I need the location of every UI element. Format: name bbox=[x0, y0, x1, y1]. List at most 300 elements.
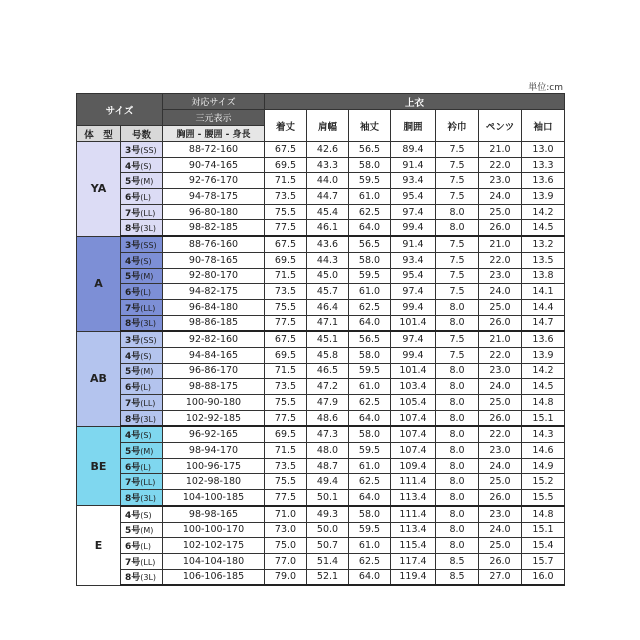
measure-cell: 16.0 bbox=[522, 569, 565, 585]
measure-cell: 44.3 bbox=[307, 252, 349, 268]
measure-cell: 50.0 bbox=[307, 522, 349, 538]
measure-cell: 113.4 bbox=[391, 490, 436, 506]
measure-cell: 77.0 bbox=[265, 553, 307, 569]
body-dims-cell: 98-98-165 bbox=[163, 506, 265, 522]
measure-cell: 23.0 bbox=[479, 506, 522, 522]
table-row bbox=[77, 220, 565, 236]
size-code: 5号 bbox=[125, 446, 141, 457]
measure-cell: 44.7 bbox=[307, 189, 349, 205]
measure-header: ペンツ bbox=[479, 110, 522, 142]
measure-cell: 75.5 bbox=[265, 204, 307, 220]
measure-cell: 59.5 bbox=[349, 443, 391, 459]
measure-cell: 8.0 bbox=[436, 204, 479, 220]
size-letter: (S) bbox=[140, 431, 152, 441]
measure-cell: 15.4 bbox=[522, 538, 565, 554]
measure-cell: 93.4 bbox=[391, 173, 436, 189]
measure-cell: 64.0 bbox=[349, 490, 391, 506]
measure-cell: 7.5 bbox=[436, 142, 479, 158]
measure-cell: 71.5 bbox=[265, 443, 307, 459]
measure-cell: 25.0 bbox=[479, 204, 522, 220]
table-row bbox=[77, 379, 565, 395]
size-code: 4号 bbox=[125, 161, 141, 172]
body-dims-cell: 92-76-170 bbox=[163, 173, 265, 189]
size-code: 5号 bbox=[125, 367, 141, 378]
body-dims-cell: 92-80-170 bbox=[163, 268, 265, 284]
size-letter: (3L) bbox=[140, 414, 157, 424]
measure-cell: 73.5 bbox=[265, 284, 307, 300]
measure-cell: 8.0 bbox=[436, 458, 479, 474]
measure-cell: 97.4 bbox=[391, 204, 436, 220]
measure-cell: 89.4 bbox=[391, 142, 436, 158]
measure-cell: 71.5 bbox=[265, 268, 307, 284]
body-dims-cell: 96-80-180 bbox=[163, 204, 265, 220]
jacket-header: 上衣 bbox=[265, 94, 565, 110]
measure-cell: 21.0 bbox=[479, 331, 522, 347]
measure-cell: 107.4 bbox=[391, 426, 436, 442]
measure-cell: 23.0 bbox=[479, 268, 522, 284]
measure-cell: 73.5 bbox=[265, 189, 307, 205]
size-code: 4号 bbox=[125, 351, 141, 362]
size-code: 7号 bbox=[125, 303, 141, 314]
measure-cell: 14.8 bbox=[522, 506, 565, 522]
size-number-cell bbox=[121, 569, 163, 585]
body-type-header: 体 型 bbox=[77, 126, 121, 142]
measure-cell: 45.7 bbox=[307, 284, 349, 300]
body-dims-header: 胸囲 - 腰囲 - 身長 bbox=[163, 126, 265, 142]
measure-header: 肩幅 bbox=[307, 110, 349, 142]
measure-cell: 14.8 bbox=[522, 395, 565, 411]
measure-cell: 48.0 bbox=[307, 443, 349, 459]
measure-cell: 62.5 bbox=[349, 299, 391, 315]
size-code: 4号 bbox=[125, 431, 141, 442]
table-row bbox=[77, 410, 565, 426]
size-header: サイズ bbox=[77, 94, 163, 126]
size-code: 6号 bbox=[125, 383, 141, 394]
measure-cell: 25.0 bbox=[479, 474, 522, 490]
measure-cell: 49.3 bbox=[307, 506, 349, 522]
body-dims-cell: 94-84-165 bbox=[163, 347, 265, 363]
measure-cell: 15.1 bbox=[522, 522, 565, 538]
size-number-cell bbox=[121, 458, 163, 474]
size-code: 6号 bbox=[125, 462, 141, 473]
measure-cell: 43.6 bbox=[307, 236, 349, 252]
table-row bbox=[77, 506, 565, 522]
measure-cell: 64.0 bbox=[349, 315, 391, 331]
measure-cell: 7.5 bbox=[436, 331, 479, 347]
measure-cell: 7.5 bbox=[436, 252, 479, 268]
measure-cell: 107.4 bbox=[391, 443, 436, 459]
size-number-cell bbox=[121, 252, 163, 268]
measure-cell: 58.0 bbox=[349, 426, 391, 442]
size-number-cell bbox=[121, 347, 163, 363]
measure-cell: 49.4 bbox=[307, 474, 349, 490]
measure-cell: 58.0 bbox=[349, 347, 391, 363]
table-row bbox=[77, 426, 565, 442]
measure-cell: 13.8 bbox=[522, 268, 565, 284]
measure-cell: 91.4 bbox=[391, 236, 436, 252]
measure-cell: 51.4 bbox=[307, 553, 349, 569]
measure-cell: 44.0 bbox=[307, 173, 349, 189]
table-row bbox=[77, 268, 565, 284]
size-letter: (L) bbox=[140, 288, 151, 298]
measure-cell: 8.5 bbox=[436, 553, 479, 569]
measure-cell: 47.1 bbox=[307, 315, 349, 331]
table-row bbox=[77, 142, 565, 158]
measure-cell: 67.5 bbox=[265, 142, 307, 158]
body-dims-cell: 96-92-165 bbox=[163, 426, 265, 442]
body-dims-cell: 98-88-175 bbox=[163, 379, 265, 395]
size-number-cell bbox=[121, 157, 163, 173]
body-dims-cell: 96-84-180 bbox=[163, 299, 265, 315]
measure-cell: 13.6 bbox=[522, 173, 565, 189]
size-number-cell bbox=[121, 299, 163, 315]
measure-cell: 13.3 bbox=[522, 157, 565, 173]
size-rows bbox=[77, 142, 565, 586]
body-type-cell: BE bbox=[77, 426, 121, 505]
body-dims-cell: 90-78-165 bbox=[163, 252, 265, 268]
measure-cell: 23.0 bbox=[479, 443, 522, 459]
size-letter: (L) bbox=[140, 192, 151, 202]
measure-cell: 7.5 bbox=[436, 236, 479, 252]
measure-cell: 24.0 bbox=[479, 458, 522, 474]
size-number-cell bbox=[121, 395, 163, 411]
table-row bbox=[77, 157, 565, 173]
table-row bbox=[77, 252, 565, 268]
measure-cell: 56.5 bbox=[349, 236, 391, 252]
measure-cell: 45.4 bbox=[307, 204, 349, 220]
measure-cell: 13.9 bbox=[522, 189, 565, 205]
measure-cell: 47.9 bbox=[307, 395, 349, 411]
measure-cell: 26.0 bbox=[479, 220, 522, 236]
size-number-cell bbox=[121, 379, 163, 395]
measure-cell: 47.2 bbox=[307, 379, 349, 395]
table-row bbox=[77, 204, 565, 220]
measure-cell: 119.4 bbox=[391, 569, 436, 585]
size-letter: (L) bbox=[140, 383, 151, 393]
measure-cell: 14.2 bbox=[522, 204, 565, 220]
measure-cell: 23.0 bbox=[479, 173, 522, 189]
size-number-cell bbox=[121, 220, 163, 236]
body-dims-cell: 98-94-170 bbox=[163, 443, 265, 459]
measure-cell: 14.2 bbox=[522, 363, 565, 379]
measure-cell: 56.5 bbox=[349, 331, 391, 347]
measure-cell: 7.5 bbox=[436, 284, 479, 300]
size-letter: (3L) bbox=[140, 493, 157, 503]
measure-cell: 59.5 bbox=[349, 268, 391, 284]
measure-cell: 26.0 bbox=[479, 410, 522, 426]
measure-cell: 26.0 bbox=[479, 490, 522, 506]
measure-cell: 14.5 bbox=[522, 379, 565, 395]
measure-cell: 107.4 bbox=[391, 410, 436, 426]
measure-header: 胴囲 bbox=[391, 110, 436, 142]
measure-cell: 56.5 bbox=[349, 142, 391, 158]
measure-cell: 69.5 bbox=[265, 426, 307, 442]
size-number-cell bbox=[121, 426, 163, 442]
measure-cell: 8.0 bbox=[436, 379, 479, 395]
number-header: 号数 bbox=[121, 126, 163, 142]
measure-cell: 8.0 bbox=[436, 522, 479, 538]
measure-header: 袖口 bbox=[522, 110, 565, 142]
body-dims-cell: 88-76-160 bbox=[163, 236, 265, 252]
measure-cell: 13.2 bbox=[522, 236, 565, 252]
measure-cell: 91.4 bbox=[391, 157, 436, 173]
body-dims-cell: 96-86-170 bbox=[163, 363, 265, 379]
measure-cell: 59.5 bbox=[349, 173, 391, 189]
measure-cell: 67.5 bbox=[265, 236, 307, 252]
size-letter: (LL) bbox=[140, 557, 156, 567]
measure-cell: 8.0 bbox=[436, 443, 479, 459]
size-code: 8号 bbox=[125, 224, 141, 235]
measure-cell: 109.4 bbox=[391, 458, 436, 474]
measure-cell: 22.0 bbox=[479, 252, 522, 268]
table-row bbox=[77, 538, 565, 554]
measure-cell: 8.0 bbox=[436, 395, 479, 411]
size-code: 8号 bbox=[125, 493, 141, 504]
measure-cell: 62.5 bbox=[349, 553, 391, 569]
body-type-cell: E bbox=[77, 506, 121, 585]
body-dims-cell: 104-104-180 bbox=[163, 553, 265, 569]
size-code: 3号 bbox=[125, 240, 141, 251]
measure-cell: 69.5 bbox=[265, 252, 307, 268]
measure-cell: 13.0 bbox=[522, 142, 565, 158]
measure-cell: 50.7 bbox=[307, 538, 349, 554]
table-row bbox=[77, 284, 565, 300]
measure-cell: 64.0 bbox=[349, 410, 391, 426]
size-letter: (M) bbox=[140, 367, 154, 377]
size-letter: (SS) bbox=[140, 240, 157, 250]
size-number-cell bbox=[121, 443, 163, 459]
measure-cell: 14.9 bbox=[522, 458, 565, 474]
measure-cell: 95.4 bbox=[391, 268, 436, 284]
measure-cell: 73.0 bbox=[265, 522, 307, 538]
size-letter: (L) bbox=[140, 462, 151, 472]
measure-cell: 25.0 bbox=[479, 538, 522, 554]
measure-cell: 26.0 bbox=[479, 315, 522, 331]
measure-cell: 115.4 bbox=[391, 538, 436, 554]
table-row bbox=[77, 569, 565, 585]
measure-cell: 79.0 bbox=[265, 569, 307, 585]
size-letter: (L) bbox=[140, 542, 151, 552]
table-row bbox=[77, 299, 565, 315]
measure-cell: 24.0 bbox=[479, 189, 522, 205]
measure-cell: 77.5 bbox=[265, 315, 307, 331]
measure-cell: 75.5 bbox=[265, 395, 307, 411]
measure-cell: 27.0 bbox=[479, 569, 522, 585]
measure-cell: 7.5 bbox=[436, 268, 479, 284]
measure-cell: 117.4 bbox=[391, 553, 436, 569]
size-letter: (3L) bbox=[140, 224, 157, 234]
size-letter: (M) bbox=[140, 526, 154, 536]
measure-cell: 8.5 bbox=[436, 569, 479, 585]
measure-cell: 48.6 bbox=[307, 410, 349, 426]
size-code: 5号 bbox=[125, 526, 141, 537]
size-letter: (3L) bbox=[140, 319, 157, 329]
measure-cell: 8.0 bbox=[436, 220, 479, 236]
size-letter: (3L) bbox=[140, 573, 157, 583]
measure-cell: 15.1 bbox=[522, 410, 565, 426]
measure-cell: 97.4 bbox=[391, 331, 436, 347]
measure-cell: 13.6 bbox=[522, 331, 565, 347]
measure-cell: 99.4 bbox=[391, 299, 436, 315]
size-number-cell bbox=[121, 331, 163, 347]
body-dims-cell: 98-86-185 bbox=[163, 315, 265, 331]
measure-cell: 99.4 bbox=[391, 220, 436, 236]
measure-cell: 8.0 bbox=[436, 410, 479, 426]
measure-cell: 71.5 bbox=[265, 173, 307, 189]
measure-cell: 103.4 bbox=[391, 379, 436, 395]
measure-cell: 69.5 bbox=[265, 347, 307, 363]
size-letter: (LL) bbox=[140, 478, 156, 488]
measure-cell: 73.5 bbox=[265, 379, 307, 395]
size-chart-table bbox=[76, 93, 565, 586]
size-code: 8号 bbox=[125, 573, 141, 584]
measure-cell: 26.0 bbox=[479, 553, 522, 569]
measure-cell: 24.0 bbox=[479, 379, 522, 395]
size-number-cell bbox=[121, 204, 163, 220]
measure-cell: 8.0 bbox=[436, 538, 479, 554]
measure-cell: 13.9 bbox=[522, 347, 565, 363]
size-letter: (M) bbox=[140, 446, 154, 456]
size-code: 6号 bbox=[125, 288, 141, 299]
size-number-cell bbox=[121, 538, 163, 554]
measure-cell: 14.1 bbox=[522, 284, 565, 300]
body-dims-cell: 102-92-185 bbox=[163, 410, 265, 426]
table-row bbox=[77, 189, 565, 205]
measure-cell: 14.6 bbox=[522, 443, 565, 459]
size-code: 5号 bbox=[125, 177, 141, 188]
measure-cell: 62.5 bbox=[349, 395, 391, 411]
measure-cell: 48.7 bbox=[307, 458, 349, 474]
size-code: 6号 bbox=[125, 542, 141, 553]
measure-cell: 95.4 bbox=[391, 189, 436, 205]
size-letter: (S) bbox=[140, 351, 152, 361]
measure-cell: 71.0 bbox=[265, 506, 307, 522]
measure-cell: 64.0 bbox=[349, 220, 391, 236]
body-dims-cell: 102-102-175 bbox=[163, 538, 265, 554]
measure-cell: 8.0 bbox=[436, 363, 479, 379]
size-letter: (S) bbox=[140, 161, 152, 171]
measure-cell: 7.5 bbox=[436, 157, 479, 173]
size-number-cell bbox=[121, 490, 163, 506]
size-number-cell bbox=[121, 506, 163, 522]
size-code: 3号 bbox=[125, 145, 141, 156]
measure-cell: 25.0 bbox=[479, 395, 522, 411]
measure-cell: 24.0 bbox=[479, 522, 522, 538]
measure-cell: 14.5 bbox=[522, 220, 565, 236]
table-row bbox=[77, 443, 565, 459]
table-row bbox=[77, 474, 565, 490]
measure-cell: 14.3 bbox=[522, 426, 565, 442]
measure-cell: 14.7 bbox=[522, 315, 565, 331]
measure-cell: 13.5 bbox=[522, 252, 565, 268]
measure-cell: 113.4 bbox=[391, 522, 436, 538]
size-letter: (SS) bbox=[140, 336, 157, 346]
measure-cell: 14.4 bbox=[522, 299, 565, 315]
table-row bbox=[77, 522, 565, 538]
table-row bbox=[77, 347, 565, 363]
body-type-cell: A bbox=[77, 236, 121, 331]
measure-cell: 61.0 bbox=[349, 189, 391, 205]
measure-cell: 101.4 bbox=[391, 315, 436, 331]
size-code: 7号 bbox=[125, 398, 141, 409]
size-letter: (LL) bbox=[140, 303, 156, 313]
measure-cell: 97.4 bbox=[391, 284, 436, 300]
size-code: 4号 bbox=[125, 510, 141, 521]
measure-cell: 8.0 bbox=[436, 299, 479, 315]
measure-cell: 46.4 bbox=[307, 299, 349, 315]
three-dim-header: 三元表示 bbox=[163, 110, 265, 126]
size-letter: (LL) bbox=[140, 208, 156, 218]
size-letter: (SS) bbox=[140, 145, 157, 155]
measure-cell: 75.0 bbox=[265, 538, 307, 554]
table-row bbox=[77, 315, 565, 331]
measure-header: 着丈 bbox=[265, 110, 307, 142]
size-code: 7号 bbox=[125, 208, 141, 219]
table-row bbox=[77, 236, 565, 252]
measure-cell: 105.4 bbox=[391, 395, 436, 411]
body-type-cell: AB bbox=[77, 331, 121, 426]
measure-cell: 45.8 bbox=[307, 347, 349, 363]
measure-cell: 15.7 bbox=[522, 553, 565, 569]
table-row bbox=[77, 173, 565, 189]
measure-cell: 25.0 bbox=[479, 299, 522, 315]
size-letter: (S) bbox=[140, 256, 152, 266]
body-type-cell: YA bbox=[77, 142, 121, 237]
measure-cell: 77.5 bbox=[265, 490, 307, 506]
measure-cell: 69.5 bbox=[265, 157, 307, 173]
measure-cell: 58.0 bbox=[349, 157, 391, 173]
body-dims-cell: 92-82-160 bbox=[163, 331, 265, 347]
measure-cell: 8.0 bbox=[436, 474, 479, 490]
measure-cell: 59.5 bbox=[349, 363, 391, 379]
measure-cell: 62.5 bbox=[349, 204, 391, 220]
size-number-cell bbox=[121, 363, 163, 379]
measure-cell: 111.4 bbox=[391, 506, 436, 522]
size-letter: (LL) bbox=[140, 398, 156, 408]
measure-cell: 24.0 bbox=[479, 284, 522, 300]
measure-cell: 22.0 bbox=[479, 347, 522, 363]
size-code: 7号 bbox=[125, 557, 141, 568]
measure-cell: 45.0 bbox=[307, 268, 349, 284]
measure-cell: 71.5 bbox=[265, 363, 307, 379]
corresponding-size-header: 対応サイズ bbox=[163, 94, 265, 110]
size-number-cell bbox=[121, 522, 163, 538]
size-code: 4号 bbox=[125, 256, 141, 267]
table-row bbox=[77, 395, 565, 411]
measure-cell: 59.5 bbox=[349, 522, 391, 538]
measure-cell: 61.0 bbox=[349, 458, 391, 474]
unit-label: 単位:cm bbox=[528, 83, 563, 93]
size-code: 3号 bbox=[125, 336, 141, 347]
measure-cell: 73.5 bbox=[265, 458, 307, 474]
size-number-cell bbox=[121, 268, 163, 284]
measure-cell: 47.3 bbox=[307, 426, 349, 442]
body-dims-cell: 88-72-160 bbox=[163, 142, 265, 158]
measure-cell: 46.1 bbox=[307, 220, 349, 236]
measure-cell: 22.0 bbox=[479, 426, 522, 442]
measure-cell: 8.0 bbox=[436, 506, 479, 522]
size-code: 5号 bbox=[125, 272, 141, 283]
measure-cell: 67.5 bbox=[265, 331, 307, 347]
measure-cell: 101.4 bbox=[391, 363, 436, 379]
table-row bbox=[77, 331, 565, 347]
measure-cell: 21.0 bbox=[479, 142, 522, 158]
measure-cell: 42.6 bbox=[307, 142, 349, 158]
measure-cell: 45.1 bbox=[307, 331, 349, 347]
table-row bbox=[77, 553, 565, 569]
measure-cell: 62.5 bbox=[349, 474, 391, 490]
measure-cell: 46.5 bbox=[307, 363, 349, 379]
